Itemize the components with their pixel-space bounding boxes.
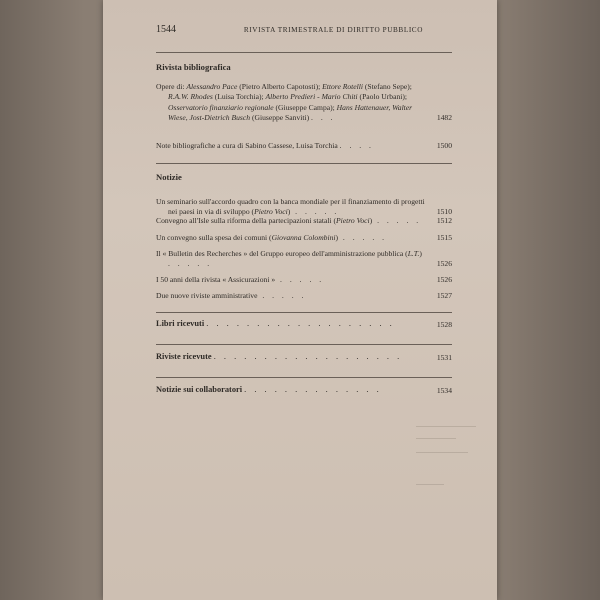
show-through-mark (416, 484, 444, 485)
show-through-mark (416, 426, 476, 427)
toc-page-number: 1526 (436, 259, 452, 269)
toc-page-number: 1515 (436, 233, 452, 242)
reviewer-name: (Luisa Torchia); (212, 92, 266, 102)
section-title-notizie: Notizie (156, 172, 182, 182)
toc-entry-notizia: Due nuove riviste amministrative . . . . . 1527 (156, 291, 452, 300)
reviewer-name: (Pietro Alberto Capotosti); (237, 82, 323, 91)
toc-entry-libri: Libri ricevuti . . . . . . . . . . . . . . . . . . . 1528 (156, 319, 452, 329)
opere-authors (168, 82, 412, 122)
show-through-mark (416, 438, 456, 439)
reviewer-name: (Stefano Sepe); (362, 82, 412, 91)
toc-entry-note: Note bibliografiche a cura di Sabino Cassese, Luisa Torchia . . . . 1500 (156, 141, 452, 150)
reviewed-author: Ettore Rotelli (322, 82, 363, 91)
opere-text: Opere di: Alessandro Pace (Pietro Alberto Capotosti); Ettore Rotelli (Stefano Sepe); R.A.W. Rhodes (Luisa Torchia); Alberto Predieri - Mario Chiti (Paolo Urbani); Osservatorio finanziario regionale (Giuseppe Campa); Hans Hattenauer, Walter Wiese, Jost-Dietrich Busch (Giuseppe Sanviti) . . . (156, 82, 413, 123)
section-rule (156, 163, 452, 164)
notizia-author: L.T. (407, 249, 420, 258)
toc-entry-riviste: Riviste ricevute . . . . . . . . . . . . . . . . . . . 1531 (156, 352, 452, 362)
toc-page-number: 1482 (436, 113, 452, 123)
notizia-text: Il « Bulletin des Recherches » del Gruppo europeo dell'amministrazione pubblica ( (156, 249, 408, 258)
running-title: RIVISTA TRIMESTRALE DI DIRITTO PUBBLICO (243, 26, 423, 34)
note-text: Note bibliografiche a cura di Sabino Cassese, Luisa Torchia (156, 141, 338, 150)
notizia-text: Due nuove riviste amministrative (156, 291, 258, 300)
reviewed-author: Osservatorio finanziario regionale (168, 102, 274, 112)
reviewer-name: (Giuseppe Sanviti) (250, 113, 310, 123)
toc-entry-collaboratori: Notizie sui collaboratori . . . . . . . . . . . . . . 1534 (156, 385, 452, 395)
notizia-text: Un convegno sulla spesa dei comuni ( (156, 233, 272, 242)
section-rule (156, 312, 452, 313)
reviewer-name: (Giuseppe Campa); (273, 102, 337, 112)
toc-page-number: 1528 (436, 320, 452, 329)
reviewed-author: Alberto Predieri - Mario Chiti (265, 92, 358, 102)
collaboratori-title: Notizie sui collaboratori (156, 385, 243, 394)
libri-title: Libri ricevuti (156, 319, 205, 328)
notizia-text: Un seminario sull'accordo quadro con la banca mondiale per il finanziamento di progetti nei paesi in via di sviluppo ( (156, 197, 425, 217)
toc-entry-notizia: Un convegno sulla spesa dei comuni (Giovanna Colombini) . . . . . 1515 (156, 233, 452, 242)
toc-entry-notizia: Un seminario sull'accordo quadro con la banca mondiale per il finanziamento di progetti nei paesi in via di sviluppo (Pietro Voci) . . . . . 1510 (156, 197, 452, 217)
reviewer-name: (Paolo Urbani); (357, 92, 408, 102)
reviewed-author: R.A.W. Rhodes (168, 92, 213, 102)
toc-page-number: 1512 (436, 216, 452, 225)
section-title-rivista: Rivista bibliografica (156, 62, 231, 72)
book-page (103, 0, 497, 600)
toc-page-number: 1531 (436, 353, 452, 362)
toc-page-number: 1510 (436, 207, 452, 217)
reviewed-author: Alessandro Pace (186, 82, 238, 91)
toc-entry-notizia: I 50 anni della rivista « Assicurazioni » . . . . . 1526 (156, 275, 452, 284)
page-header (156, 24, 459, 35)
toc-page-number: 1534 (436, 386, 452, 395)
riviste-title: Riviste ricevute (156, 352, 212, 361)
toc-entry-notizia: Il « Bulletin des Recherches » del Gruppo europeo dell'amministrazione pubblica (L.T.) . . . . . 1526 (156, 249, 452, 269)
toc-page-number: 1500 (436, 141, 452, 150)
reviewed-author: Hans Hattenauer, Walter Wiese, Jost-Dietrich Busch (168, 102, 413, 123)
toc-page-number: 1526 (436, 275, 452, 284)
notizia-author: Pietro Voci (335, 216, 370, 225)
toc-entry-notizia: Convegno all'Isle sulla riforma della partecipazioni statali (Pietro Voci) . . . . . 1512 (156, 216, 452, 225)
section-rule (156, 344, 452, 345)
notizia-author: Giovanna Colombini (271, 233, 336, 242)
notizia-author: Pietro Voci (254, 207, 288, 217)
section-rule (156, 52, 452, 53)
page-number: 1544 (156, 24, 176, 35)
section-rule (156, 377, 452, 378)
show-through-mark (416, 452, 468, 453)
toc-entry-opere (156, 82, 452, 124)
toc-page-number: 1527 (436, 291, 452, 300)
notizia-text: I 50 anni della rivista « Assicurazioni » (156, 275, 276, 284)
notizia-text: Convegno all'Isle sulla riforma della partecipazioni statali ( (156, 216, 336, 225)
